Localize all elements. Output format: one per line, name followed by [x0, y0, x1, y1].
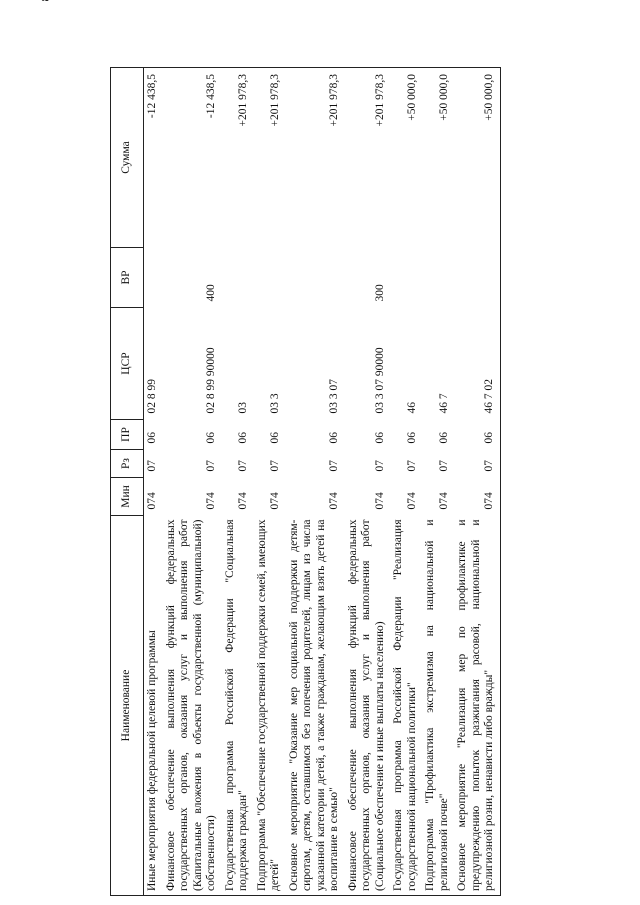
row-min: 074 — [373, 492, 386, 510]
budget-table — [110, 67, 501, 896]
table-row — [144, 68, 163, 896]
row-sum: +50 000,0 — [405, 74, 418, 121]
row-csr: 03 3 07 90000 — [373, 347, 386, 414]
row-csr: 46 7 — [437, 393, 450, 414]
budget-table-container — [110, 68, 596, 896]
row-sum: +201 978,3 — [237, 74, 249, 127]
row-vr — [390, 248, 422, 308]
row-name: Государственная программа Российской Федерации "Социальная поддержка граждан" — [223, 519, 249, 891]
table-row — [222, 68, 254, 896]
row-name: Подпрограмма "Профилактика экстремизма на национальной и религиозной почве" — [424, 519, 450, 891]
row-min: 074 — [205, 492, 217, 510]
row-min: 074 — [146, 492, 158, 510]
table-header-row — [111, 68, 144, 896]
table-row — [454, 68, 500, 896]
header-pr: ПР — [111, 420, 144, 450]
row-rz: 07 — [328, 460, 340, 472]
row-pr: 06 — [328, 432, 340, 444]
table-row — [390, 68, 422, 896]
row-min: 074 — [405, 492, 418, 510]
row-sum: +50 000,0 — [437, 74, 450, 121]
table-row — [422, 68, 454, 896]
row-sum: +201 978,3 — [328, 74, 340, 127]
row-rz: 07 — [237, 460, 249, 472]
header-vr: ВР — [111, 248, 144, 308]
header-csr: ЦСР — [111, 308, 144, 420]
row-sum: +201 978,3 — [269, 74, 281, 127]
row-rz: 07 — [205, 460, 217, 472]
row-csr: 46 7 02 — [483, 379, 495, 414]
row-vr — [222, 248, 254, 308]
row-csr: 46 — [405, 402, 418, 414]
row-rz: 07 — [269, 460, 281, 472]
row-vr: 400 — [205, 284, 217, 302]
row-vr — [144, 248, 163, 308]
row-csr: 03 3 07 — [328, 379, 340, 414]
row-min: 074 — [483, 492, 495, 510]
row-min: 074 — [237, 492, 249, 510]
header-min: Мин — [111, 478, 144, 516]
row-vr: 300 — [373, 284, 386, 302]
row-name: Финансовое обеспечение выполнения функций федеральных государственных органов, оказания услуг и выполнения работ (Капитальные вложения в объекты государственной (муниципальной) собственности) — [164, 519, 217, 891]
row-csr: 03 — [237, 402, 249, 414]
row-vr — [286, 248, 345, 308]
table-row — [345, 68, 391, 896]
row-name: Финансовое обеспечение выполнения функций федеральных государственных органов, оказания услуг и выполнения работ (Социальное обеспечение и иные выплаты населению) — [346, 519, 386, 891]
row-name: Подпрограмма "Обеспечение государственной поддержки семей, имеющих детей" — [255, 519, 281, 891]
row-name: Основное мероприятие "Оказание мер социальной поддержки детям-сиротам, детям, оставшимся без попечения родителей, лицам из числа указанной категории детей, а также гражданам, желающим взять детей на воспитание в семью" — [287, 519, 340, 891]
row-vr — [254, 248, 286, 308]
row-rz: 07 — [405, 460, 418, 472]
row-sum: +50 000,0 — [483, 74, 495, 121]
row-vr — [454, 248, 500, 308]
row-pr: 06 — [405, 432, 418, 444]
row-pr: 06 — [146, 432, 158, 444]
row-csr: 02 8 99 90000 — [205, 347, 217, 414]
page-number — [38, 0, 53, 448]
row-sum: -12 438,5 — [205, 74, 217, 119]
row-rz: 07 — [437, 460, 450, 472]
row-pr: 06 — [237, 432, 249, 444]
header-sum: Сумма — [111, 68, 144, 248]
row-name: Иные мероприятия федеральной целевой программы — [146, 630, 158, 891]
row-min: 074 — [269, 492, 281, 510]
row-name: Основное мероприятие "Реализация мер по профилактике и предупреждению попыток разжигания расовой, национальной и религиозной розни, ненависти либо вражды" — [456, 519, 495, 891]
row-pr: 06 — [483, 432, 495, 444]
table-row — [254, 68, 286, 896]
row-rz: 07 — [146, 460, 158, 472]
row-name: Государственная программа Российской Федерации "Реализация государственной национальной политики" — [392, 519, 418, 891]
header-rz: Рз — [111, 450, 144, 478]
row-min: 074 — [437, 492, 450, 510]
row-pr: 06 — [269, 432, 281, 444]
row-csr: 02 8 99 — [146, 379, 158, 414]
row-sum: +201 978,3 — [373, 74, 386, 127]
row-min: 074 — [328, 492, 340, 510]
header-name: Наименование — [111, 516, 144, 896]
row-pr: 06 — [373, 432, 386, 444]
row-csr: 03 3 — [269, 393, 281, 414]
table-row — [163, 68, 222, 896]
row-pr: 06 — [437, 432, 450, 444]
row-pr: 06 — [205, 432, 217, 444]
row-sum: -12 438,5 — [146, 74, 158, 119]
row-rz: 07 — [483, 460, 495, 472]
row-rz: 07 — [373, 460, 386, 472]
table-row — [286, 68, 345, 896]
row-vr — [422, 248, 454, 308]
